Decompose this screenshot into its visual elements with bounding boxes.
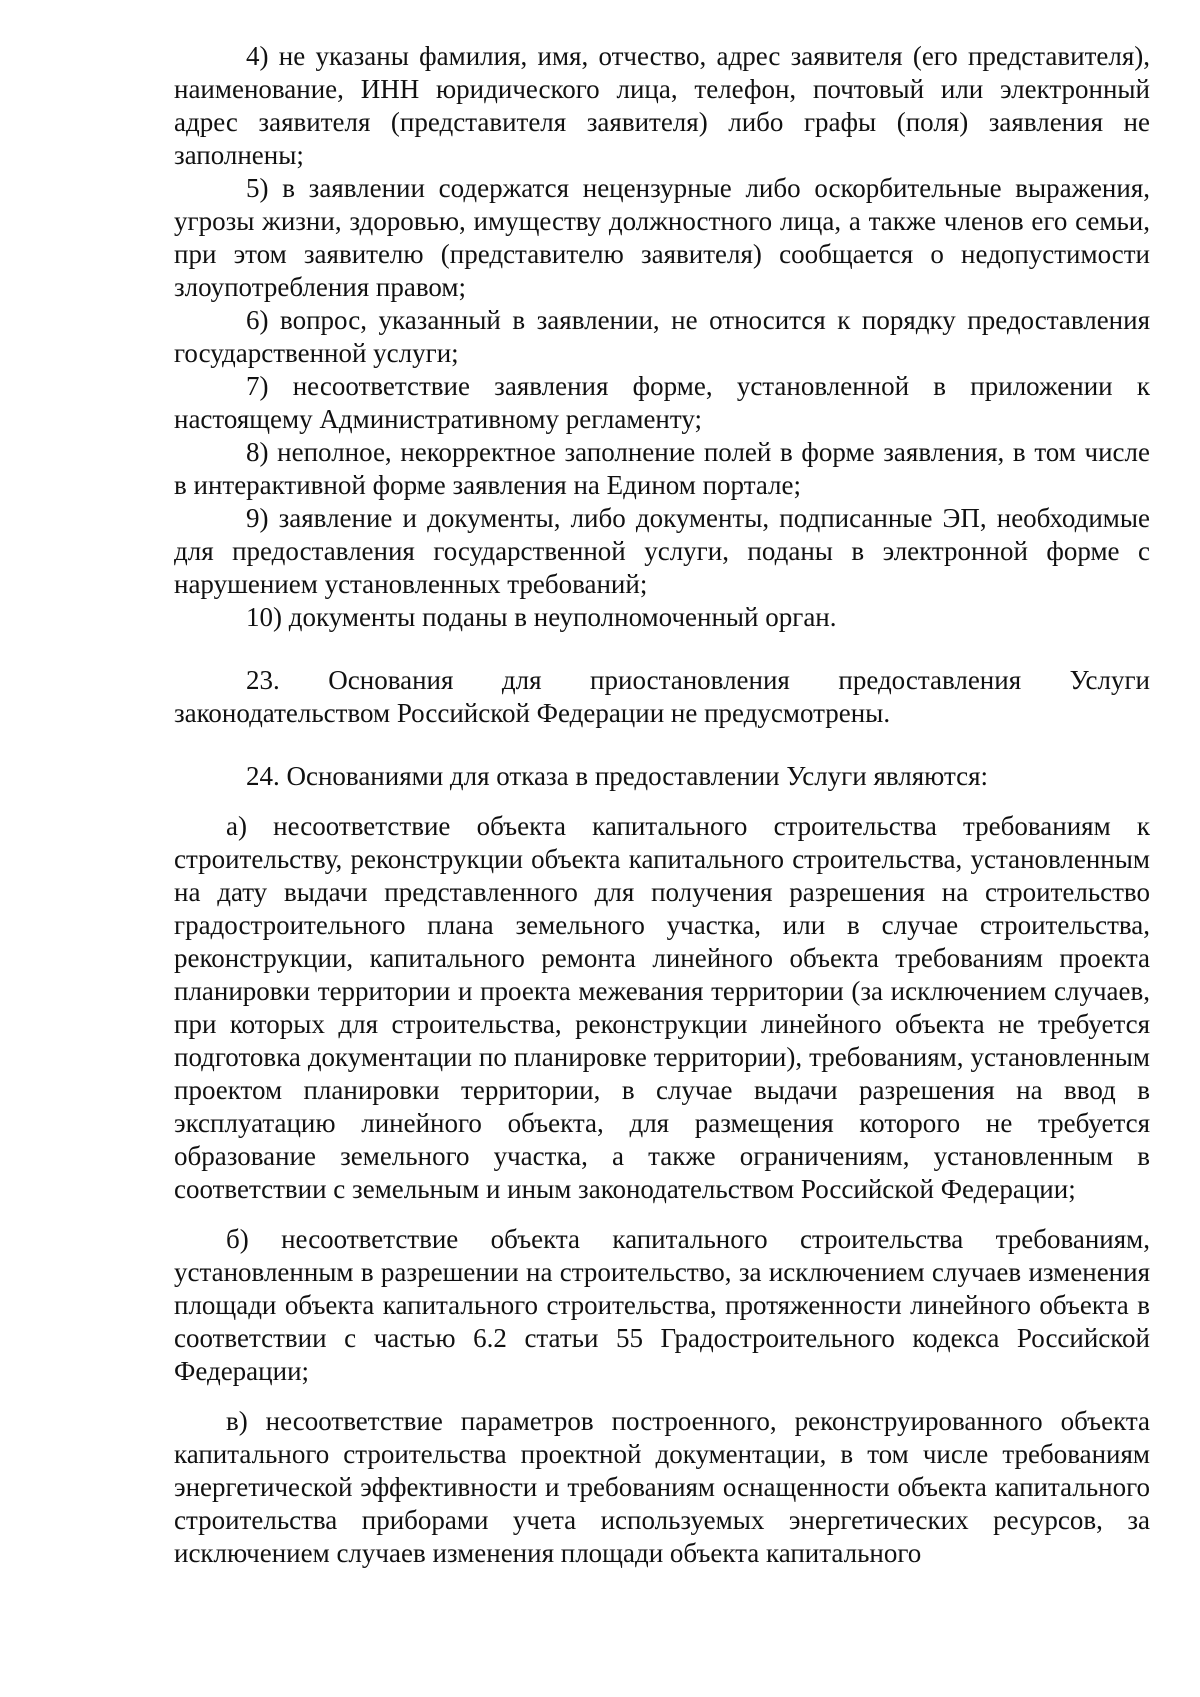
refusal-item-a: а) несоответствие объекта капитального строительства требованиям к строительству, реконструкции объекта капитального строительства, установленным на дату выдачи представленного для получения разрешения на строительство градостроительного плана земельного участка, или в случае строительства, реконструкции, капитального ремонта линейного объекта требованиям проекта планировки территории и проекта межевания территории (за исключением случаев, при которых для строительства, реконструкции линейного объекта не требуется подготовка документации по планировке территории), требованиям, установленным проектом планировки территории, в случае выдачи разрешения на ввод в эксплуатацию линейного объекта, для размещения которого не требуется образование земельного участка, а также ограничениям, установленным в соответствии с земельным и иным законодательством Российской Федерации;: [174, 811, 1150, 1204]
list-item-5: 5) в заявлении содержатся нецензурные либо оскорбительные выражения, угрозы жизни, здоровью, имуществу должностного лица, а также членов его семьи, при этом заявителю (представителю заявителя) сообщается о недопустимости злоупотребления правом;: [174, 173, 1150, 302]
document-page: [174, 40, 1150, 1570]
list-item-6: 6) вопрос, указанный в заявлении, не относится к порядку предоставления государственной услуги;: [174, 305, 1150, 368]
refusal-item-b: б) несоответствие объекта капитального строительства требованиям, установленным в разрешении на строительство, за исключением случаев изменения площади объекта капитального строительства, протяженности линейного объекта в соответствии с частью 6.2 статьи 55 Градостроительного кодекса Российской Федерации;: [174, 1224, 1150, 1386]
section-23-paragraph: 23. Основания для приостановления предоставления Услуги законодательством Российской Федерации не предусмотрены.: [174, 665, 1150, 728]
section-24-heading: 24. Основаниями для отказа в предоставлении Услуги являются:: [246, 761, 989, 791]
list-item-10: 10) документы поданы в неуполномоченный орган.: [246, 602, 837, 632]
list-item-4: 4) не указаны фамилия, имя, отчество, адрес заявителя (его представителя), наименование, ИНН юридического лица, телефон, почтовый или электронный адрес заявителя (представителя заявителя) либо графы (поля) заявления не заполнены;: [174, 41, 1150, 170]
refusal-item-v: в) несоответствие параметров построенного, реконструированного объекта капитального строительства проектной документации, в том числе требованиям энергетической эффективности и требованиям оснащенности объекта капитального строительства приборами учета используемых энергетических ресурсов, за исключением случаев изменения площади объекта капитального: [174, 1406, 1150, 1568]
list-item-9: 9) заявление и документы, либо документы, подписанные ЭП, необходимые для предоставления государственной услуги, поданы в электронной форме с нарушением установленных требований;: [174, 503, 1150, 599]
list-item-8: 8) неполное, некорректное заполнение полей в форме заявления, в том числе в интерактивной форме заявления на Едином портале;: [174, 437, 1150, 500]
list-item-7: 7) несоответствие заявления форме, установленной в приложении к настоящему Административному регламенту;: [174, 371, 1150, 434]
